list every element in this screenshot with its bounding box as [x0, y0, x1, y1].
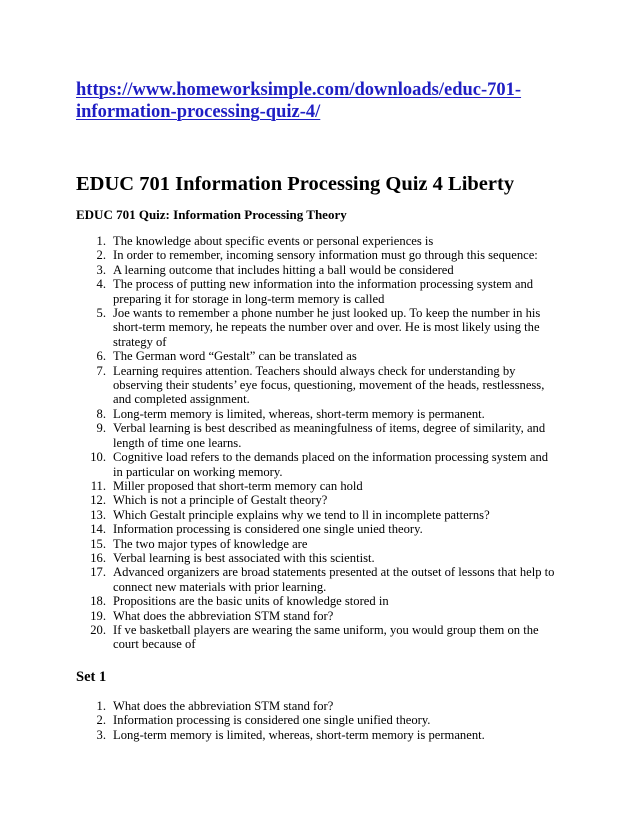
list-item [0, 248, 558, 262]
list-item-text: If ve basketball players are wearing the same uniform, you would group them on the court because of [113, 622, 539, 652]
list-item [0, 508, 558, 522]
list-item-text: Long-term memory is limited, whereas, short-term memory is permanent. [113, 406, 485, 421]
list-item-text: A learning outcome that includes hitting a ball would be considered [113, 262, 454, 277]
quiz-question-list [0, 234, 558, 652]
list-item-text: What does the abbreviation STM stand for? [113, 699, 334, 713]
list-item-number: 10. [90, 450, 106, 465]
list-item-number: 7. [96, 363, 106, 378]
list-item [0, 609, 558, 623]
list-item [0, 421, 558, 450]
list-item-text: Learning requires attention. Teachers should always check for understanding by observing their students’ eye focus, questioning, movement of the heads, restlessness, and completed assignment. [113, 363, 545, 407]
list-item [0, 522, 558, 536]
list-item [0, 234, 558, 248]
list-item-number: 3. [96, 262, 106, 277]
list-item-text: In order to remember, incoming sensory information must go through this sequence: [113, 248, 538, 263]
list-item-text: Cognitive load refers to the demands placed on the information processing system and in particular on working memory. [113, 450, 549, 479]
list-item-text: Advanced organizers are broad statements presented at the outset of lessons that help to connect new materials with prior learning. [113, 565, 555, 594]
list-item-number: 8. [96, 406, 106, 421]
list-item [0, 349, 558, 363]
list-item-number: 6. [96, 349, 106, 364]
list-item-number: 2. [96, 248, 106, 263]
list-item-text: Which Gestalt principle explains why we tend to ll in incomplete patterns? [113, 507, 490, 522]
list-item-number: 14. [90, 522, 106, 537]
set-heading: Set 1 [76, 669, 107, 685]
list-item-text: What does the abbreviation STM stand for? [113, 608, 334, 623]
list-item-text: Verbal learning is best associated with this scientist. [113, 550, 375, 565]
list-item-number: 12. [90, 493, 106, 508]
list-item-text: Miller proposed that short-term memory can hold [113, 478, 363, 493]
list-item-text: The process of putting new information into the information processing system and preparing it for storage in long-term memory is called [113, 277, 534, 306]
download-link-line-2[interactable]: information-processing-quiz-4/ [76, 102, 321, 122]
list-item [0, 565, 558, 594]
list-item-number: 2. [96, 713, 106, 728]
download-link-line-1[interactable]: https://www.homeworksimple.com/downloads/educ-701- [76, 80, 522, 100]
list-item-text: The two major types of knowledge are [113, 536, 308, 551]
list-item-text: The German word “Gestalt” can be translated as [113, 349, 357, 364]
list-item-number: 1. [96, 234, 106, 248]
list-item-text: Propositions are the basic units of knowledge stored in [113, 594, 389, 609]
list-item-text: Information processing is considered one single unied theory. [113, 522, 423, 537]
list-item [0, 699, 558, 713]
list-item [0, 623, 558, 652]
list-item [0, 263, 558, 277]
list-item [0, 537, 558, 551]
list-item [0, 479, 558, 493]
list-item-number: 17. [90, 565, 106, 580]
list-item [0, 450, 558, 479]
list-item [0, 728, 558, 742]
set-question-list [0, 699, 558, 742]
list-item [0, 306, 558, 349]
list-item [0, 493, 558, 507]
list-item [0, 364, 558, 407]
list-item-number: 15. [90, 536, 106, 551]
list-item-number: 3. [96, 727, 106, 742]
list-item-number: 9. [96, 421, 106, 436]
list-item-text: Verbal learning is best described as meaningfulness of items, degree of similarity, and length of time one learns. [113, 421, 546, 450]
list-item [0, 277, 558, 306]
list-item-text: Which is not a principle of Gestalt theory? [113, 493, 328, 508]
list-item [0, 713, 558, 727]
list-item [0, 551, 558, 565]
list-item [0, 594, 558, 608]
list-item-text: The knowledge about specific events or personal experiences is [113, 234, 434, 248]
list-item [0, 407, 558, 421]
download-link[interactable] [76, 79, 576, 123]
list-item-text: Information processing is considered one single unified theory. [113, 713, 431, 728]
list-item-number: 1. [96, 699, 106, 713]
list-item-text: Long-term memory is limited, whereas, short-term memory is permanent. [113, 727, 485, 742]
list-item-number: 19. [90, 608, 106, 623]
page-title: EDUC 701 Information Processing Quiz 4 Liberty [76, 173, 515, 195]
list-item-number: 5. [96, 306, 106, 321]
list-item-number: 20. [90, 622, 106, 637]
list-item-text: Joe wants to remember a phone number he just looked up. To keep the number in his short-term memory, he repeats the number over and over. He is most likely using the strategy of [113, 306, 541, 349]
list-item-number: 18. [90, 594, 106, 609]
quiz-subtitle: EDUC 701 Quiz: Information Processing Theory [76, 207, 347, 222]
list-item-number: 4. [96, 277, 106, 292]
list-item-number: 13. [90, 507, 106, 522]
list-item-number: 16. [90, 550, 106, 565]
list-item-number: 11. [90, 478, 106, 493]
